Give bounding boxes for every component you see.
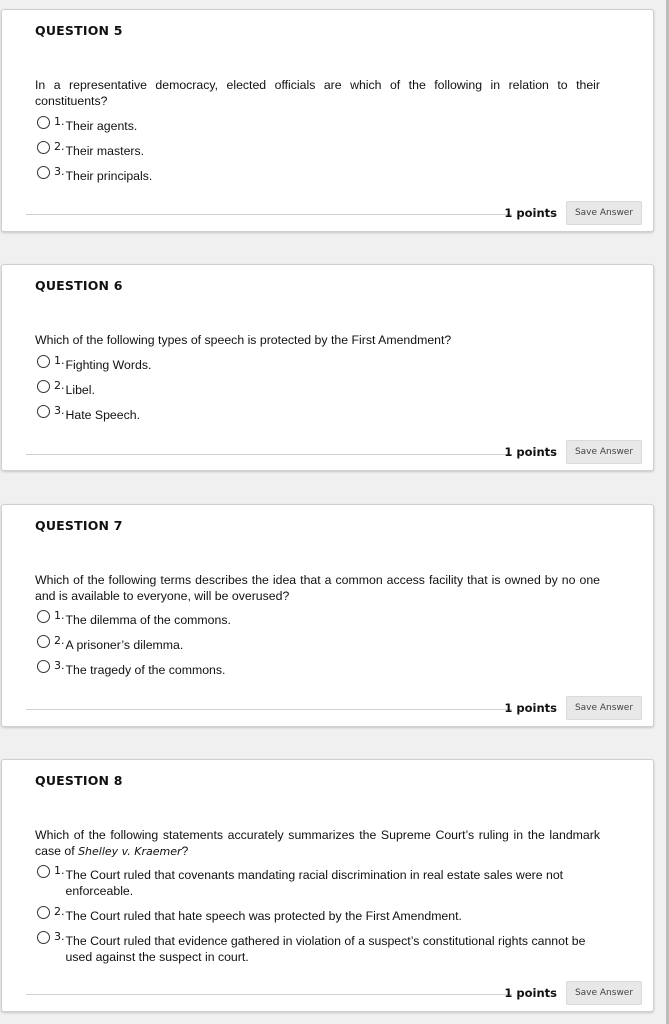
question-text-start: Which of the following statements accurately summarizes the Supreme Court’s ruling in the landmark case of (35, 828, 600, 858)
radio-button[interactable] (37, 380, 50, 393)
answer-option-1[interactable] (37, 864, 597, 899)
answer-option-1[interactable] (37, 354, 597, 373)
option-text: The dilemma of the commons. (65, 613, 231, 627)
question-text (35, 827, 600, 860)
option-number: 3. (54, 659, 65, 672)
question-title: QUESTION 7 (35, 518, 123, 533)
radio-button[interactable] (37, 141, 50, 154)
option-number: 3. (54, 165, 65, 178)
option-number: 2. (54, 140, 65, 153)
question-text: Which of the following types of speech is protected by the First Amendment? (35, 333, 452, 347)
option-text: The Court ruled that evidence gathered in violation of a suspect’s constitutional rights cannot be used against the suspect in court. (65, 934, 586, 964)
answer-option-3[interactable] (37, 404, 597, 423)
question-card-6 (1, 264, 654, 471)
save-answer-button[interactable]: Save Answer (566, 440, 642, 464)
option-number: 1. (54, 354, 65, 367)
save-answer-button[interactable]: Save Answer (566, 696, 642, 720)
question-title: QUESTION 5 (35, 23, 123, 38)
radio-button[interactable] (37, 166, 50, 179)
option-number: 1. (54, 115, 65, 128)
answer-option-1[interactable] (37, 115, 597, 134)
radio-button[interactable] (37, 635, 50, 648)
footer-divider (26, 709, 512, 710)
question-card-8 (1, 759, 654, 1012)
option-text: Their agents. (65, 119, 138, 133)
option-number: 3. (54, 930, 65, 943)
save-answer-button[interactable]: Save Answer (566, 201, 642, 225)
radio-button[interactable] (37, 405, 50, 418)
question-text: In a representative democracy, elected officials are which of the following in relation to their constituents? (35, 78, 600, 108)
option-text: Their principals. (65, 169, 153, 183)
answer-option-2[interactable] (37, 634, 597, 653)
footer-divider (26, 994, 512, 995)
footer-divider (26, 214, 512, 215)
radio-button[interactable] (37, 355, 50, 368)
option-text: Hate Speech. (65, 408, 141, 422)
answer-option-2[interactable] (37, 905, 597, 924)
points-label: 1 points (504, 445, 557, 459)
question-text-end: ? (181, 844, 189, 858)
option-text: The tragedy of the commons. (65, 663, 226, 677)
answer-option-3[interactable] (37, 659, 597, 678)
answer-option-3[interactable] (37, 930, 597, 965)
answer-option-2[interactable] (37, 140, 597, 159)
footer-divider (26, 454, 512, 455)
save-answer-button[interactable]: Save Answer (566, 981, 642, 1005)
points-label: 1 points (504, 986, 557, 1000)
question-title: QUESTION 8 (35, 773, 123, 788)
radio-button[interactable] (37, 610, 50, 623)
option-number: 2. (54, 634, 65, 647)
radio-button[interactable] (37, 865, 50, 878)
option-number: 2. (54, 379, 65, 392)
option-number: 1. (54, 609, 65, 622)
answer-option-1[interactable] (37, 609, 597, 628)
answer-option-3[interactable] (37, 165, 597, 184)
points-label: 1 points (504, 701, 557, 715)
option-number: 1. (54, 864, 65, 877)
points-label: 1 points (504, 206, 557, 220)
option-text: The Court ruled that covenants mandating racial discrimination in real estate sales were not enforceable. (65, 868, 564, 898)
case-name: Shelley v. Kraemer (78, 845, 182, 858)
option-text: The Court ruled that hate speech was protected by the First Amendment. (65, 909, 462, 923)
option-number: 3. (54, 404, 65, 417)
question-text: Which of the following terms describes the idea that a common access facility that is owned by no one and is available to everyone, will be overused? (35, 573, 600, 603)
radio-button[interactable] (37, 660, 50, 673)
answer-option-2[interactable] (37, 379, 597, 398)
option-text: Their masters. (65, 144, 145, 158)
radio-button[interactable] (37, 931, 50, 944)
question-card-5 (1, 9, 654, 232)
radio-button[interactable] (37, 116, 50, 129)
option-text: Libel. (65, 383, 95, 397)
option-text: Fighting Words. (65, 358, 152, 372)
question-card-7 (1, 504, 654, 727)
option-number: 2. (54, 905, 65, 918)
radio-button[interactable] (37, 906, 50, 919)
option-text: A prisoner’s dilemma. (65, 638, 184, 652)
question-title: QUESTION 6 (35, 278, 123, 293)
